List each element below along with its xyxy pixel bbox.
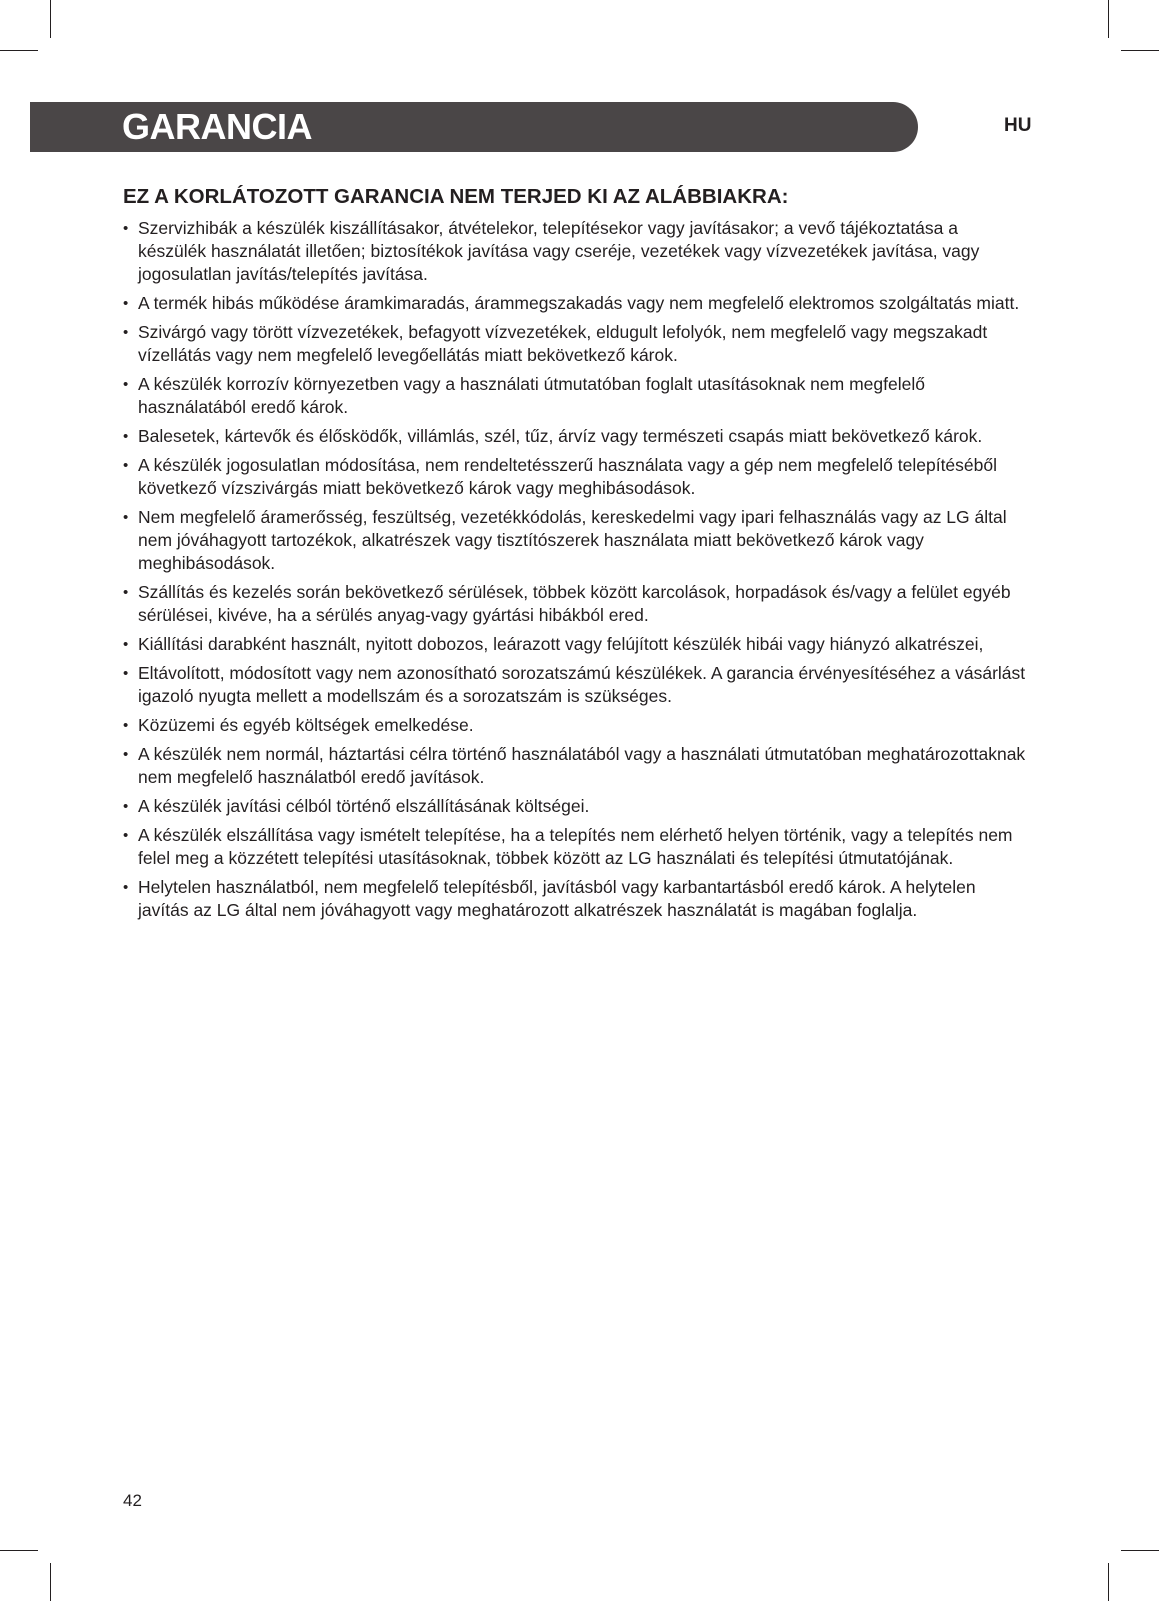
list-item-text: Szivárgó vagy törött vízvezetékek, befagyott vízvezetékek, eldugult lefolyók, nem megfelelő vagy megszakadt vízellátás vagy nem megfelelő levegőellátás miatt bekövetkező károk. (138, 322, 988, 365)
bullet-icon: • (123, 827, 129, 844)
list-item (123, 454, 1029, 500)
language-code: HU (1004, 115, 1032, 136)
list-item-text: Szállítás és kezelés során bekövetkező sérülések, többek között karcolások, horpadások és/vagy a felület egyéb sérülései, kivéve, ha a sérülés anyag-vagy gyártási hibákból ered. (138, 582, 1011, 625)
bullet-icon: • (123, 746, 129, 763)
bullet-icon: • (123, 879, 129, 896)
list-item (123, 321, 1029, 367)
list-item (123, 633, 1029, 656)
list-item-text: A készülék jogosulatlan módosítása, nem rendeltetésszerű használata vagy a gép nem megfelelő telepítéséből következő vízszivárgás miatt bekövetkező károk vagy meghibásodások. (138, 455, 997, 498)
bullet-icon: • (123, 584, 129, 601)
list-item-text: A termék hibás működése áramkimaradás, árammegszakadás vagy nem megfelelő elektromos szolgáltatás miatt. (138, 293, 1020, 313)
bullet-icon: • (123, 220, 129, 237)
list-item-text: Nem megfelelő áramerősség, feszültség, vezetékkódolás, kereskedelmi vagy ipari felhasználás vagy az LG által nem jóváhagyott tartozékok, alkatrészek vagy tisztítószerek használata miatt bekövetkező károk vagy meghibásodások. (138, 507, 1007, 573)
list-item (123, 425, 1029, 448)
list-item-text: Kiállítási darabként használt, nyitott dobozos, leárazott vagy felújított készülék hibái vagy hiányzó alkatrészei, (138, 634, 984, 654)
list-item (123, 714, 1029, 737)
list-item-text: A készülék nem normál, háztartási célra történő használatából vagy a használati útmutatóban meghatározottaknak nem megfelelő használatból eredő javítások. (138, 744, 1026, 787)
bullet-icon: • (123, 376, 129, 393)
bullet-icon: • (123, 665, 129, 682)
list-item-text: Közüzemi és egyéb költségek emelkedése. (138, 715, 474, 735)
warranty-exclusions-heading: EZ A KORLÁTOZOTT GARANCIA NEM TERJED KI AZ ALÁBBIAKRA: (123, 185, 789, 208)
bullet-icon: • (123, 295, 129, 312)
section-title-bar (30, 102, 918, 152)
bullet-icon: • (123, 324, 129, 341)
bullet-icon: • (123, 717, 129, 734)
list-item (123, 662, 1029, 708)
list-item (123, 824, 1029, 870)
list-item-text: Eltávolított, módosított vagy nem azonosítható sorozatszámú készülékek. A garancia érvényesítéséhez a vásárlást igazoló nyugta mellett a modellszám és a sorozatszám is szükséges. (138, 663, 1026, 706)
list-item (123, 217, 1029, 286)
crop-mark (1108, 1563, 1109, 1601)
crop-mark (0, 50, 38, 51)
list-item-text: A készülék javítási célból történő elszállításának költségei. (138, 796, 590, 816)
list-item (123, 581, 1029, 627)
warranty-exclusions-list (123, 217, 1029, 928)
crop-mark (1121, 1550, 1159, 1551)
list-item-text: Balesetek, kártevők és élősködők, villámlás, szél, tűz, árvíz vagy természeti csapás miatt bekövetkező károk. (138, 426, 983, 446)
list-item (123, 292, 1029, 315)
bullet-icon: • (123, 428, 129, 445)
list-item (123, 743, 1029, 789)
bullet-icon: • (123, 636, 129, 653)
bullet-icon: • (123, 509, 129, 526)
crop-mark (1108, 0, 1109, 38)
bullet-icon: • (123, 457, 129, 474)
crop-mark (50, 1563, 51, 1601)
crop-mark (50, 0, 51, 38)
list-item-text: A készülék elszállítása vagy ismételt telepítése, ha a telepítés nem elérhető helyen történik, vagy a telepítés nem felel meg a közzétett telepítési utasításoknak, többek között az LG használati és telepítési útmutatójának. (138, 825, 1013, 868)
list-item-text: A készülék korrozív környezetben vagy a használati útmutatóban foglalt utasításoknak nem megfelelő használatából eredő károk. (138, 374, 925, 417)
page-number: 42 (123, 1491, 142, 1510)
crop-mark (1121, 50, 1159, 51)
list-item (123, 506, 1029, 575)
section-title: GARANCIA (122, 106, 312, 147)
list-item (123, 373, 1029, 419)
list-item-text: Szervizhibák a készülék kiszállításakor, átvételekor, telepítésekor vagy javításakor; a vevő tájékoztatása a készülék használatát illetően; biztosítékok javítása vagy cseréje, vezetékek vagy vízvezetékek javítása, vagy jogosulatlan javítás/telepítés javítása. (138, 218, 980, 284)
list-item (123, 795, 1029, 818)
list-item-text: Helytelen használatból, nem megfelelő telepítésből, javításból vagy karbantartásból eredő károk. A helytelen javítás az LG által nem jóváhagyott vagy meghatározott alkatrészek használatát is magában foglalja. (138, 877, 976, 920)
list-item (123, 876, 1029, 922)
crop-mark (0, 1550, 38, 1551)
bullet-icon: • (123, 798, 129, 815)
